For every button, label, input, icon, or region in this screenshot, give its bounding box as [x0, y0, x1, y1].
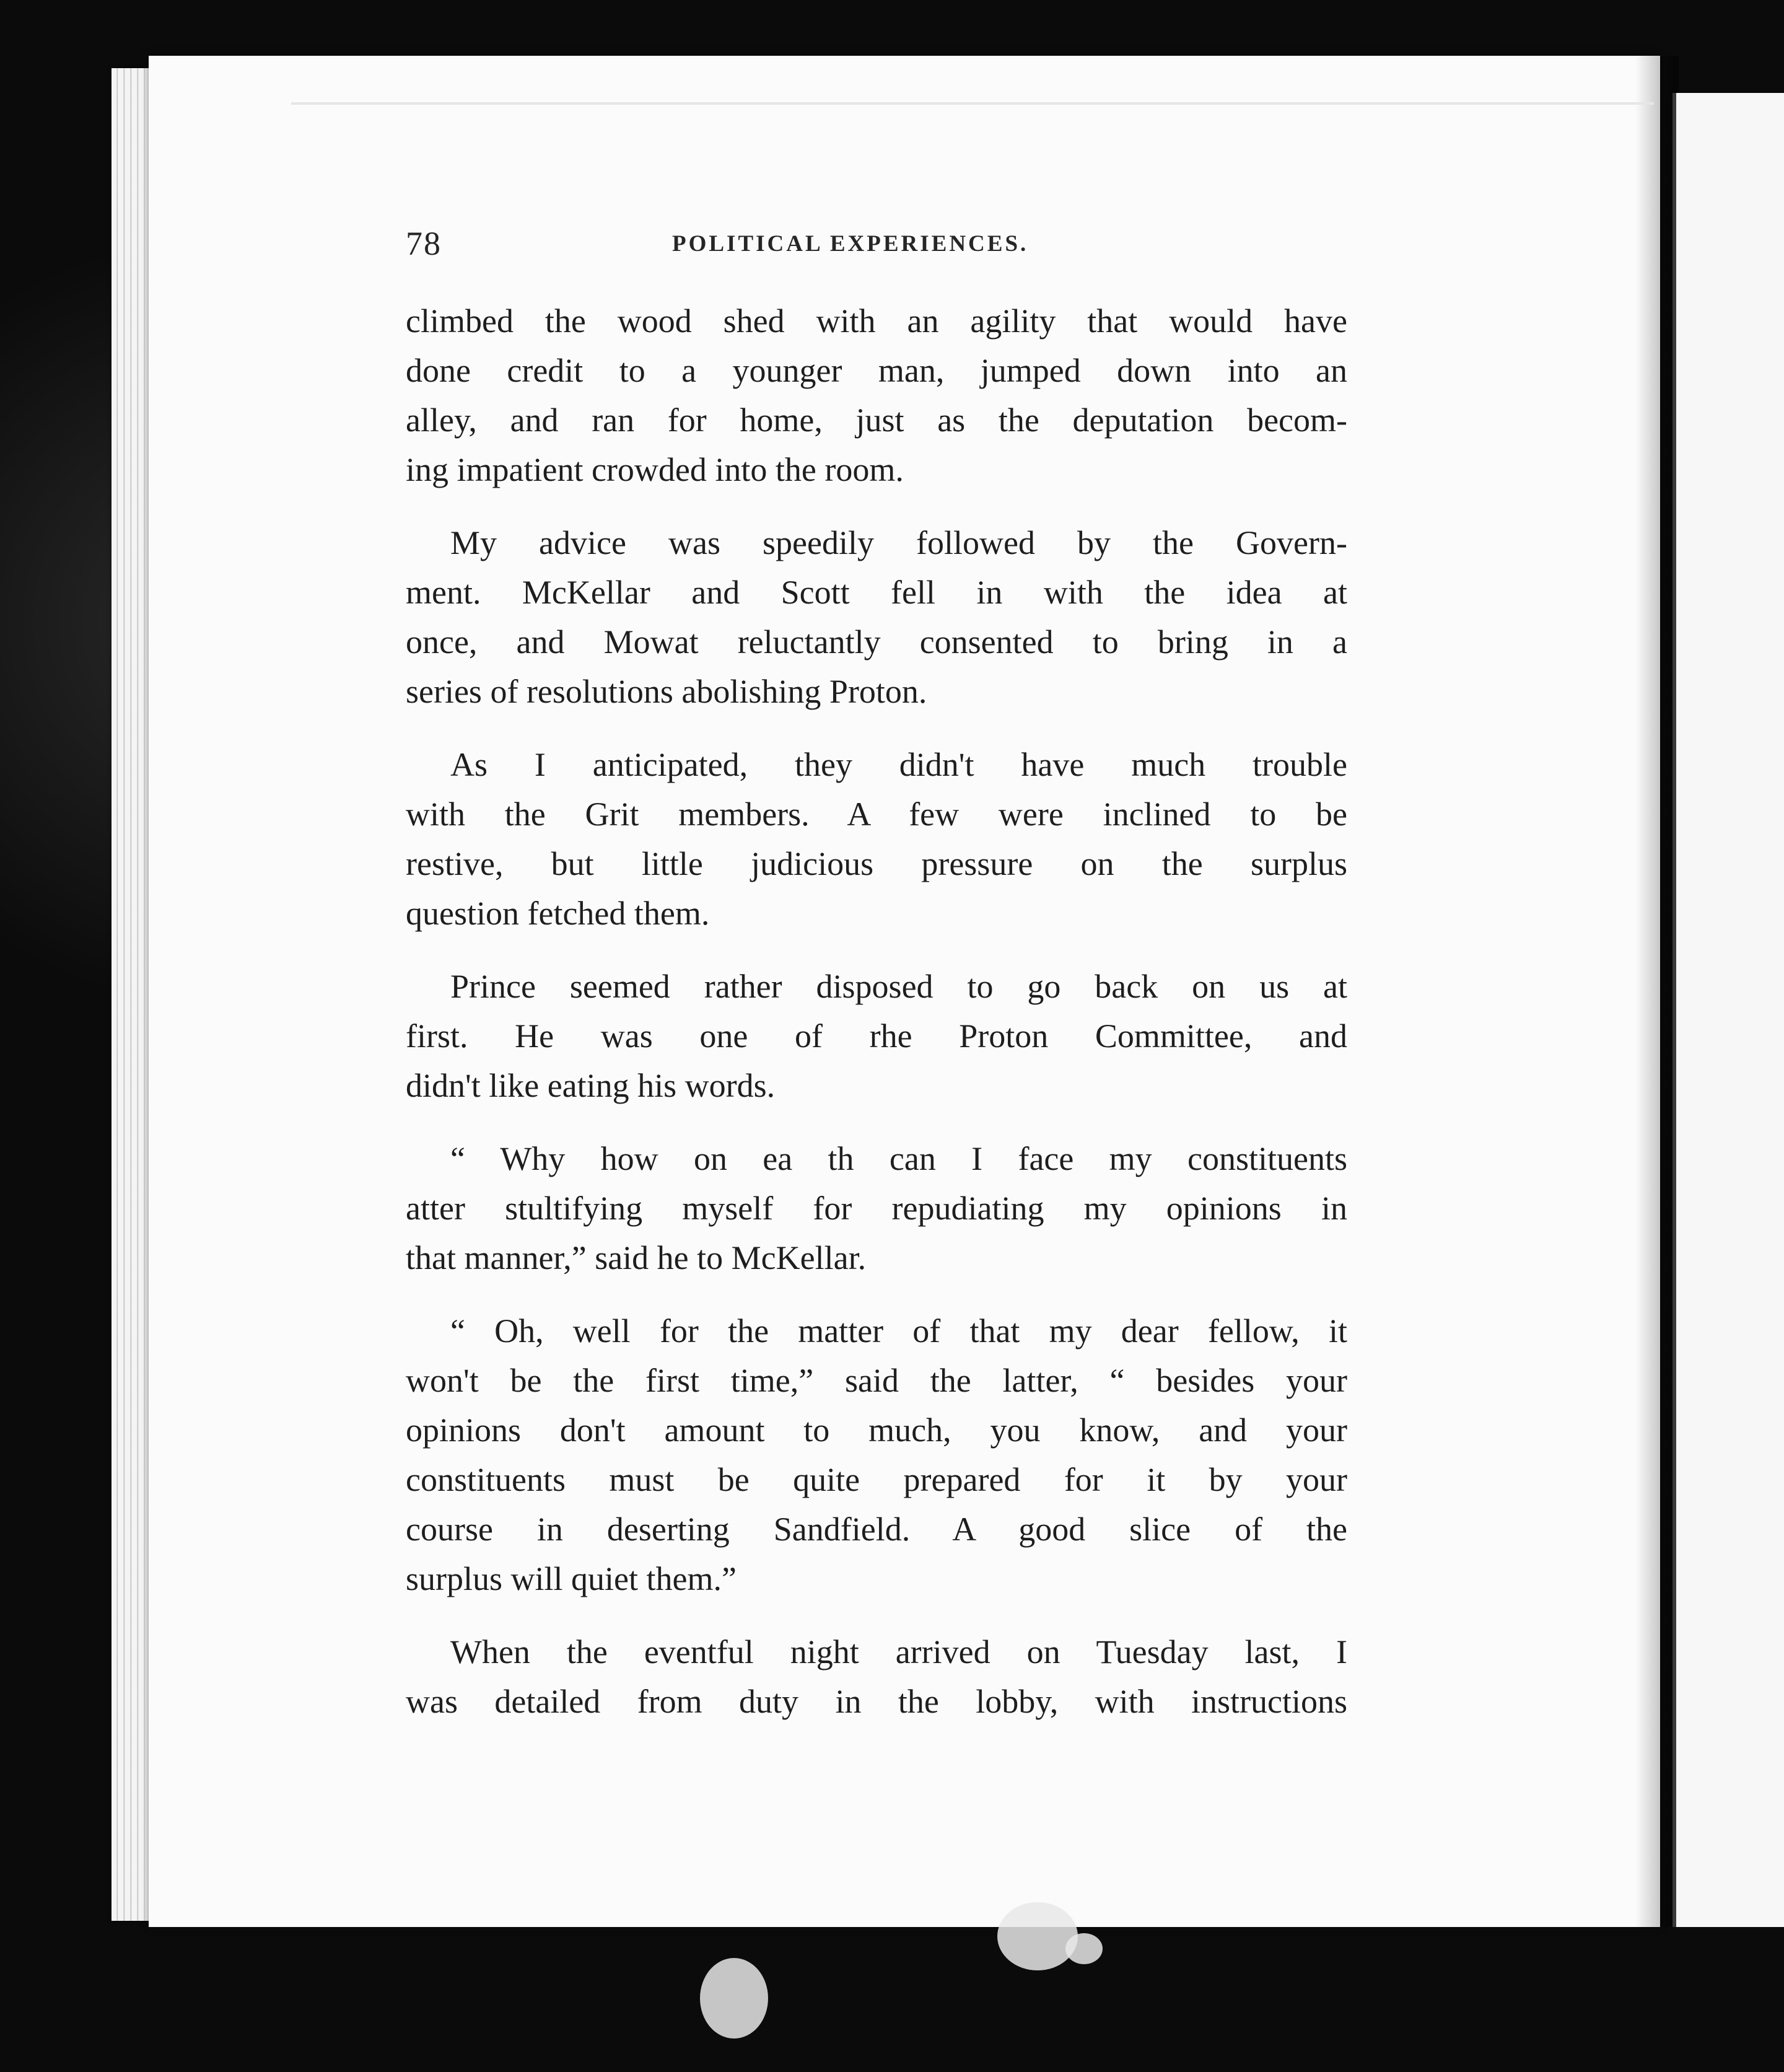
text-line: restive, but little judicious pressure on the surplus — [406, 845, 1347, 882]
text-line: course in deserting Sandfield. A good slice of the — [406, 1511, 1347, 1548]
text-line: As I anticipated, they didn't have much trouble — [450, 746, 1347, 783]
text-line: constituents must be quite prepared for it by your — [406, 1461, 1347, 1498]
text-line: once, and Mowat reluctantly consented to bring in a — [406, 623, 1347, 661]
dust-spot — [997, 1902, 1078, 1970]
page-number: 78 — [406, 225, 442, 262]
text-line: with the Grit members. A few were inclined to be — [406, 796, 1347, 833]
text-line: done credit to a younger man, jumped down into an — [406, 352, 1347, 389]
text-line: surplus will quiet them.” — [406, 1560, 737, 1597]
text-line: that manner,” said he to McKellar. — [406, 1239, 867, 1276]
text-line: didn't like eating his words. — [406, 1067, 776, 1104]
paragraph — [406, 296, 1347, 494]
ghost-rule — [291, 102, 1654, 105]
body-text — [406, 296, 1347, 1726]
dust-spot — [1065, 1933, 1103, 1964]
text-line: ing impatient crowded into the room. — [406, 451, 904, 488]
text-line: won't be the first time,” said the latter, “ besides your — [406, 1362, 1347, 1399]
paragraph — [406, 1627, 1347, 1726]
text-line: When the eventful night arrived on Tuesday last, I — [450, 1633, 1347, 1670]
text-line: first. He was one of rhe Proton Committee, and — [406, 1017, 1347, 1055]
running-head — [406, 224, 1335, 261]
running-title: POLITICAL EXPERIENCES. — [672, 231, 1029, 257]
text-line: My advice was speedily followed by the Govern- — [450, 524, 1347, 561]
paragraph — [406, 962, 1347, 1110]
text-line: question fetched them. — [406, 895, 710, 932]
text-line: atter stultifying myself for repudiating my opinions in — [406, 1190, 1347, 1227]
paragraph — [406, 518, 1347, 716]
text-line: opinions don't amount to much, you know, and your — [406, 1411, 1347, 1449]
paragraph — [406, 1306, 1347, 1604]
paragraph — [406, 1134, 1347, 1283]
paragraph — [406, 740, 1347, 938]
text-line: Prince seemed rather disposed to go back on us at — [450, 968, 1347, 1005]
facing-page — [1672, 93, 1784, 1927]
dust-spot — [700, 1958, 768, 2039]
text-line: series of resolutions abolishing Proton. — [406, 673, 927, 710]
text-line: “ Oh, well for the matter of that my dear fellow, it — [450, 1312, 1347, 1350]
text-line: “ Why how on ea th can I face my constituents — [450, 1140, 1347, 1177]
text-line: was detailed from duty in the lobby, with instructions — [406, 1683, 1347, 1720]
text-line: climbed the wood shed with an agility that would have — [406, 302, 1347, 340]
text-line: ment. McKellar and Scott fell in with the idea at — [406, 574, 1347, 611]
text-line: alley, and ran for home, just as the deputation becom- — [406, 402, 1347, 439]
